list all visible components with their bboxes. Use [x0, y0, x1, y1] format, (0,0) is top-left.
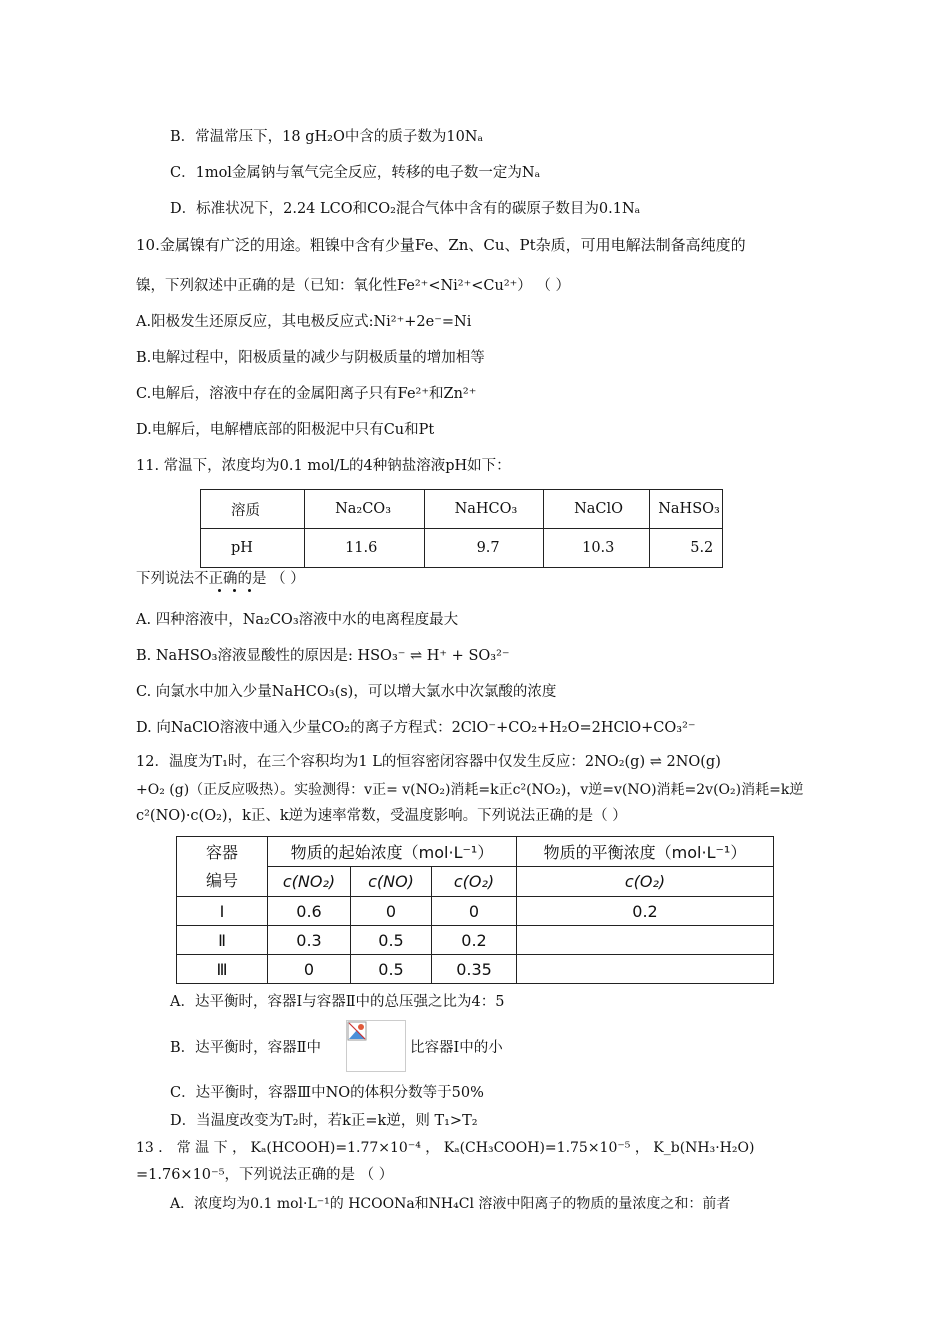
q12-option-c: C．达平衡时，容器Ⅲ中NO的体积分数等于50% [170, 1085, 484, 1101]
table-cell: Na₂CO₃ [305, 490, 425, 529]
q11-ask: 下列说法不正确的是 （ ） [136, 571, 305, 587]
table-cell: 0.5 [351, 926, 432, 955]
q10-option-d: D.电解后，电解槽底部的阳极泥中只有Cu和Pt [136, 422, 435, 438]
q11-option-c: C. 向氯水中加入少量NaHCO₃(s)，可以增大氯水中次氯酸的浓度 [136, 684, 557, 700]
broken-image-placeholder [346, 1020, 406, 1072]
emphasis-dot [248, 589, 251, 592]
table-cell: 0.3 [268, 926, 351, 955]
table-cell: c(O₂) [432, 867, 517, 897]
table-row [177, 955, 774, 984]
table-cell [517, 926, 774, 955]
q11-stem: 11. 常温下，浓度均为0.1 mol/L的4种钠盐溶液pH如下： [136, 458, 511, 474]
q12-option-a: A．达平衡时，容器Ⅰ与容器Ⅱ中的总压强之比为4：5 [170, 994, 505, 1010]
table-cell: 10.3 [544, 529, 650, 568]
q9-option-b: B．常温常压下，18 gH₂O中含的质子数为10Nₐ [170, 129, 484, 145]
table-cell: 物质的平衡浓度（mol·L⁻¹） [517, 837, 774, 867]
table-cell: 0.6 [268, 897, 351, 926]
table-cell: 0.5 [351, 955, 432, 984]
q9-option-d: D．标准状况下，2.24 LCO和CO₂混合气体中含有的碳原子数目为0.1Nₐ [170, 201, 641, 217]
q9-option-c: C．1mol金属钠与氧气完全反应，转移的电子数一定为Nₐ [170, 165, 541, 181]
table-cell: 0.2 [432, 926, 517, 955]
q11-ph-table [200, 489, 723, 568]
q11-option-a: A. 四种溶液中，Na₂CO₃溶液中水的电离程度最大 [136, 612, 459, 628]
table-cell: c(NO) [351, 867, 432, 897]
table-row [201, 490, 723, 529]
table-row [201, 529, 723, 568]
table-cell: NaHSO₃ [650, 490, 723, 529]
q12-option-b-suffix: 比容器Ⅰ中的小 [410, 1040, 503, 1056]
broken-image-icon [347, 1021, 367, 1041]
q12-stem-line2: +O₂ (g)（正反应吸热）。实验测得：v正= v(NO₂)消耗=k正c²(NO₂)，v逆=v(NO)消耗=2v(O₂)消耗=k逆 [136, 782, 804, 798]
table-cell: 溶质 [201, 490, 305, 529]
emphasis-dot [218, 589, 221, 592]
table-cell: c(NO₂) [268, 867, 351, 897]
q10-option-c: C.电解后，溶液中存在的金属阳离子只有Fe²⁺和Zn²⁺ [136, 386, 477, 402]
table-row [177, 897, 774, 926]
container-label: 容器 [205, 842, 238, 862]
table-cell: c(O₂) [517, 867, 774, 897]
q10-stem-line2: 镍，下列叙述中正确的是（已知：氧化性Fe²⁺<Ni²⁺<Cu²⁺） （ ） [136, 278, 571, 294]
table-row [177, 837, 774, 867]
emphasis-dot [233, 589, 236, 592]
table-cell: 0.2 [517, 897, 774, 926]
table-cell: Ⅲ [177, 955, 268, 984]
table-cell: 0 [351, 897, 432, 926]
q10-option-a: A.阳极发生还原反应，其电极反应式:Ni²⁺+2e⁻=Ni [136, 314, 472, 330]
table-cell [517, 955, 774, 984]
table-cell: 物质的起始浓度（mol·L⁻¹） [268, 837, 517, 867]
table-cell: 5.2 [650, 529, 723, 568]
table-cell [177, 837, 268, 897]
q12-concentration-table [176, 836, 774, 984]
q13-stem-line2: =1.76×10⁻⁵，下列说法正确的是 （ ） [136, 1167, 394, 1183]
table-row [177, 926, 774, 955]
table-cell: Ⅱ [177, 926, 268, 955]
q10-option-b: B.电解过程中，阳极质量的减少与阴极质量的增加相等 [136, 350, 485, 366]
table-cell: pH [201, 529, 305, 568]
number-label: 编号 [205, 870, 238, 890]
q12-stem-line1: 12．温度为T₁时，在三个容积均为1 L的恒容密闭容器中仅发生反应：2NO₂(g) ⇌ 2NO(g) [136, 754, 721, 770]
q13-stem-line1: 13 ． 常 温 下 ， Kₐ(HCOOH)=1.77×10⁻⁴ ， Kₐ(CH₃COOH)=1.75×10⁻⁵ ， K_b(NH₃·H₂O) [136, 1140, 755, 1156]
table-cell: 0 [268, 955, 351, 984]
q13-option-a: A．浓度均为0.1 mol·L⁻¹的 HCOONa和NH₄Cl 溶液中阳离子的物质的量浓度之和：前者 [170, 1196, 731, 1212]
q12-option-b-prefix: B．达平衡时，容器Ⅱ中 [170, 1040, 322, 1056]
table-cell: NaHCO₃ [424, 490, 544, 529]
table-cell: NaClO [544, 490, 650, 529]
table-cell: 9.7 [424, 529, 544, 568]
table-cell: 0 [432, 897, 517, 926]
q12-option-d: D．当温度改变为T₂时，若k正=k逆，则 T₁>T₂ [170, 1113, 478, 1129]
table-cell: Ⅰ [177, 897, 268, 926]
q11-option-d: D. 向NaClO溶液中通入少量CO₂的离子方程式：2ClO⁻+CO₂+H₂O=2HClO+CO₃²⁻ [136, 720, 696, 736]
q10-stem-line1: 10.金属镍有广泛的用途。粗镍中含有少量Fe、Zn、Cu、Pt杂质，可用电解法制备高纯度的 [136, 236, 746, 254]
q11-option-b: B. NaHSO₃溶液显酸性的原因是: HSO₃⁻ ⇌ H⁺ + SO₃²⁻ [136, 648, 510, 664]
table-cell: 11.6 [305, 529, 425, 568]
q12-stem-line3: c²(NO)·c(O₂)，k正、k逆为速率常数，受温度影响。下列说法正确的是（ ） [136, 808, 627, 824]
table-cell: 0.35 [432, 955, 517, 984]
